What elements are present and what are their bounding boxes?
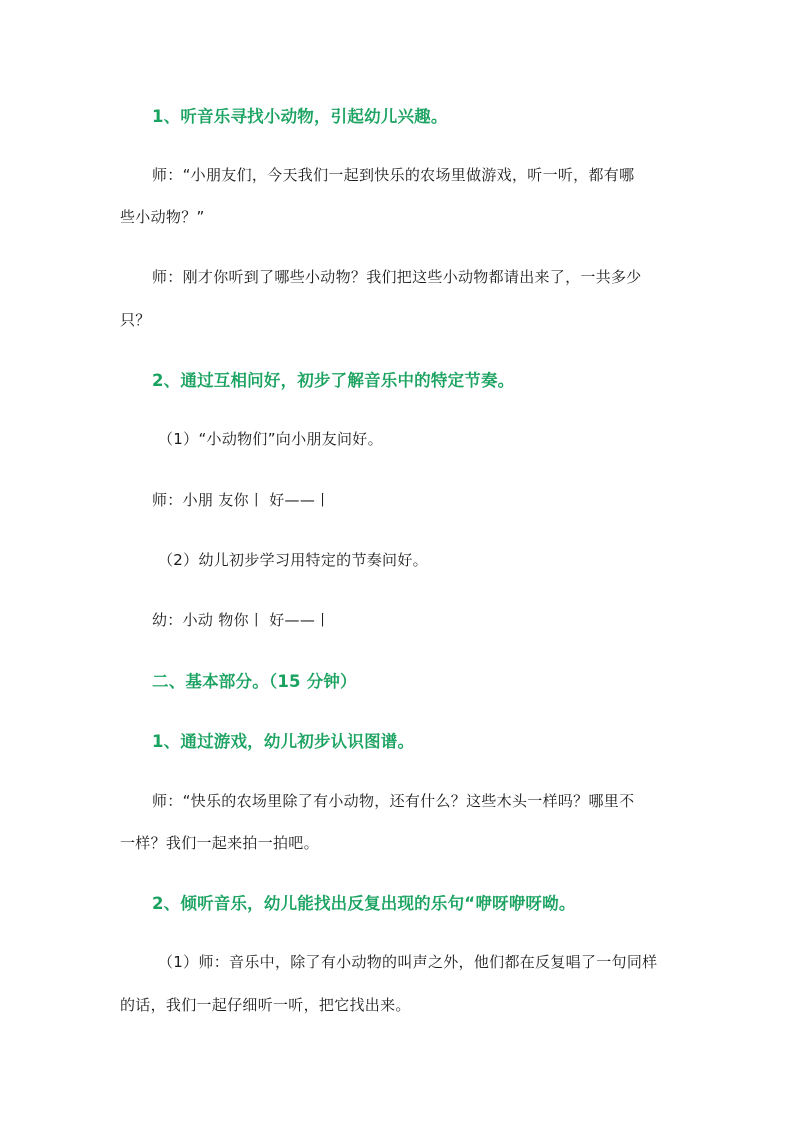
paragraph-line: 一样？我们一起来拍一拍吧。 <box>120 834 319 852</box>
paragraph-line: （1）师：音乐中，除了有小动物的叫声之外，他们都在反复唱了一句同样 <box>158 953 658 971</box>
paragraph-line: （1）“小动物们”向小朋友问好。 <box>158 430 383 448</box>
paragraph-line: （2）幼儿初步学习用特定的节奏问好。 <box>158 551 428 569</box>
paragraph-line: 的话，我们一起仔细听一听，把它找出来。 <box>120 996 411 1014</box>
paragraph-line: 些小动物？” <box>120 208 205 226</box>
section-heading-listen-phrase: 2、倾听音乐，幼儿能找出反复出现的乐句“咿呀咿呀呦。 <box>152 894 576 913</box>
section-heading-greeting: 2、通过互相问好，初步了解音乐中的特定节奏。 <box>152 371 515 390</box>
paragraph-line: 师：“快乐的农场里除了有小动物，还有什么？这些木头一样吗？哪里不 <box>152 792 635 810</box>
section-heading-listen-music: 1、听音乐寻找小动物，引起幼儿兴趣。 <box>152 107 448 126</box>
paragraph-line: 师：“小朋友们，今天我们一起到快乐的农场里做游戏，听一听，都有哪 <box>152 166 635 184</box>
rhythm-line-child: 幼：小动 物你丨 好——丨 <box>152 611 331 629</box>
paragraph-line: 只？ <box>120 311 151 329</box>
section-heading-game: 1、通过游戏，幼儿初步认识图谱。 <box>152 732 415 751</box>
rhythm-line-teacher: 师：小朋 友你丨 好——丨 <box>152 491 331 509</box>
section-heading-basic-part: 二、基本部分。（15 分钟） <box>152 672 357 691</box>
paragraph-line: 师：刚才你听到了哪些小动物？我们把这些小动物都请出来了，一共多少 <box>152 268 642 286</box>
